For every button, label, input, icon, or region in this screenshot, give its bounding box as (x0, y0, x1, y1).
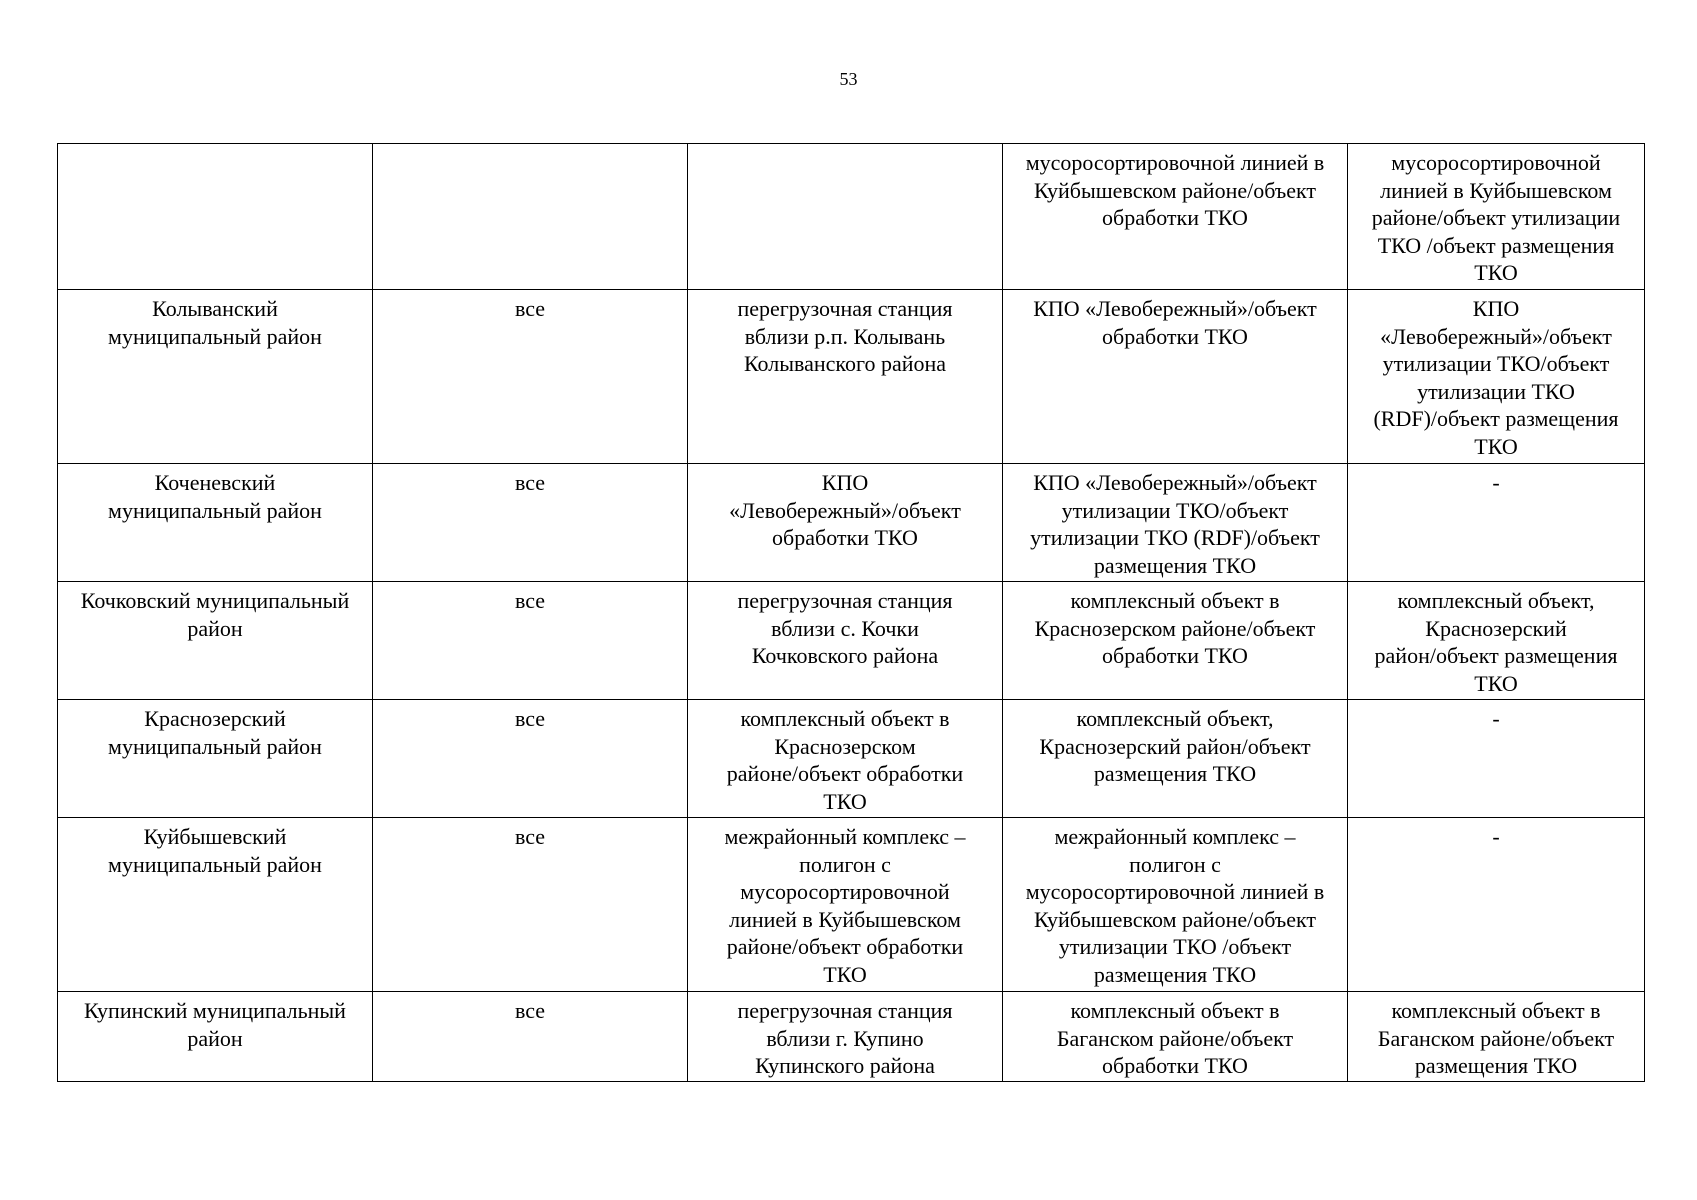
table-cell-disposal-site: - (1348, 464, 1645, 582)
table-row (58, 700, 1645, 818)
table-cell-district: Коченевский муниципальный район (58, 464, 373, 582)
data-table (57, 143, 1645, 1082)
table-cell-district: Краснозерский муниципальный район (58, 700, 373, 818)
table-row (58, 818, 1645, 992)
table-cell-processing-site: мусоросортировочной линией в Куйбышевском районе/объект обработки ТКО (1003, 144, 1348, 290)
table-cell-disposal-site: КПО «Левобережный»/объект утилизации ТКО/объект утилизации ТКО (RDF)/объект размещения ТКО (1348, 290, 1645, 464)
table-cell-district: Куйбышевский муниципальный район (58, 818, 373, 992)
table-cell-disposal-site: комплексный объект, Краснозерский район/объект размещения ТКО (1348, 582, 1645, 700)
table-cell-disposal-site: - (1348, 700, 1645, 818)
table-cell-processing-site: КПО «Левобережный»/объект утилизации ТКО/объект утилизации ТКО (RDF)/объект размещения ТКО (1003, 464, 1348, 582)
table-cell-settlements: все (373, 290, 688, 464)
table-cell-collection-site: комплексный объект в Краснозерском районе/объект обработки ТКО (688, 700, 1003, 818)
page-number: 53 (839, 69, 858, 89)
table-cell-district (58, 144, 373, 290)
table-cell-settlements: все (373, 992, 688, 1082)
table-cell-collection-site (688, 144, 1003, 290)
table-cell-district: Колыванский муниципальный район (58, 290, 373, 464)
table-cell-processing-site: комплексный объект в Краснозерском районе/объект обработки ТКО (1003, 582, 1348, 700)
table-cell-processing-site: комплексный объект, Краснозерский район/объект размещения ТКО (1003, 700, 1348, 818)
table-cell-collection-site: межрайонный комплекс – полигон с мусоросортировочной линией в Куйбышевском районе/объект обработки ТКО (688, 818, 1003, 992)
table-cell-collection-site: перегрузочная станция вблизи с. Кочки Кочковского района (688, 582, 1003, 700)
table-cell-district: Купинский муниципальный район (58, 992, 373, 1082)
table-cell-disposal-site: мусоросортировочной линией в Куйбышевском районе/объект утилизации ТКО /объект размещения ТКО (1348, 144, 1645, 290)
table-cell-collection-site: КПО «Левобережный»/объект обработки ТКО (688, 464, 1003, 582)
table-cell-processing-site: комплексный объект в Баганском районе/объект обработки ТКО (1003, 992, 1348, 1082)
table-cell-disposal-site: - (1348, 818, 1645, 992)
table-cell-disposal-site: комплексный объект в Баганском районе/объект размещения ТКО (1348, 992, 1645, 1082)
table-cell-settlements: все (373, 700, 688, 818)
table-cell-collection-site: перегрузочная станция вблизи г. Купино Купинского района (688, 992, 1003, 1082)
table-row (58, 992, 1645, 1082)
table-cell-settlements (373, 144, 688, 290)
table-cell-settlements: все (373, 818, 688, 992)
table-cell-processing-site: межрайонный комплекс – полигон с мусоросортировочной линией в Куйбышевском районе/объект утилизации ТКО /объект размещения ТКО (1003, 818, 1348, 992)
table-row (58, 464, 1645, 582)
table-cell-collection-site: перегрузочная станция вблизи р.п. Колывань Колыванского района (688, 290, 1003, 464)
table-row (58, 582, 1645, 700)
table-cell-settlements: все (373, 582, 688, 700)
table-row (58, 144, 1645, 290)
table-cell-settlements: все (373, 464, 688, 582)
table-cell-processing-site: КПО «Левобережный»/объект обработки ТКО (1003, 290, 1348, 464)
table-row (58, 290, 1645, 464)
table-cell-district: Кочковский муниципальный район (58, 582, 373, 700)
